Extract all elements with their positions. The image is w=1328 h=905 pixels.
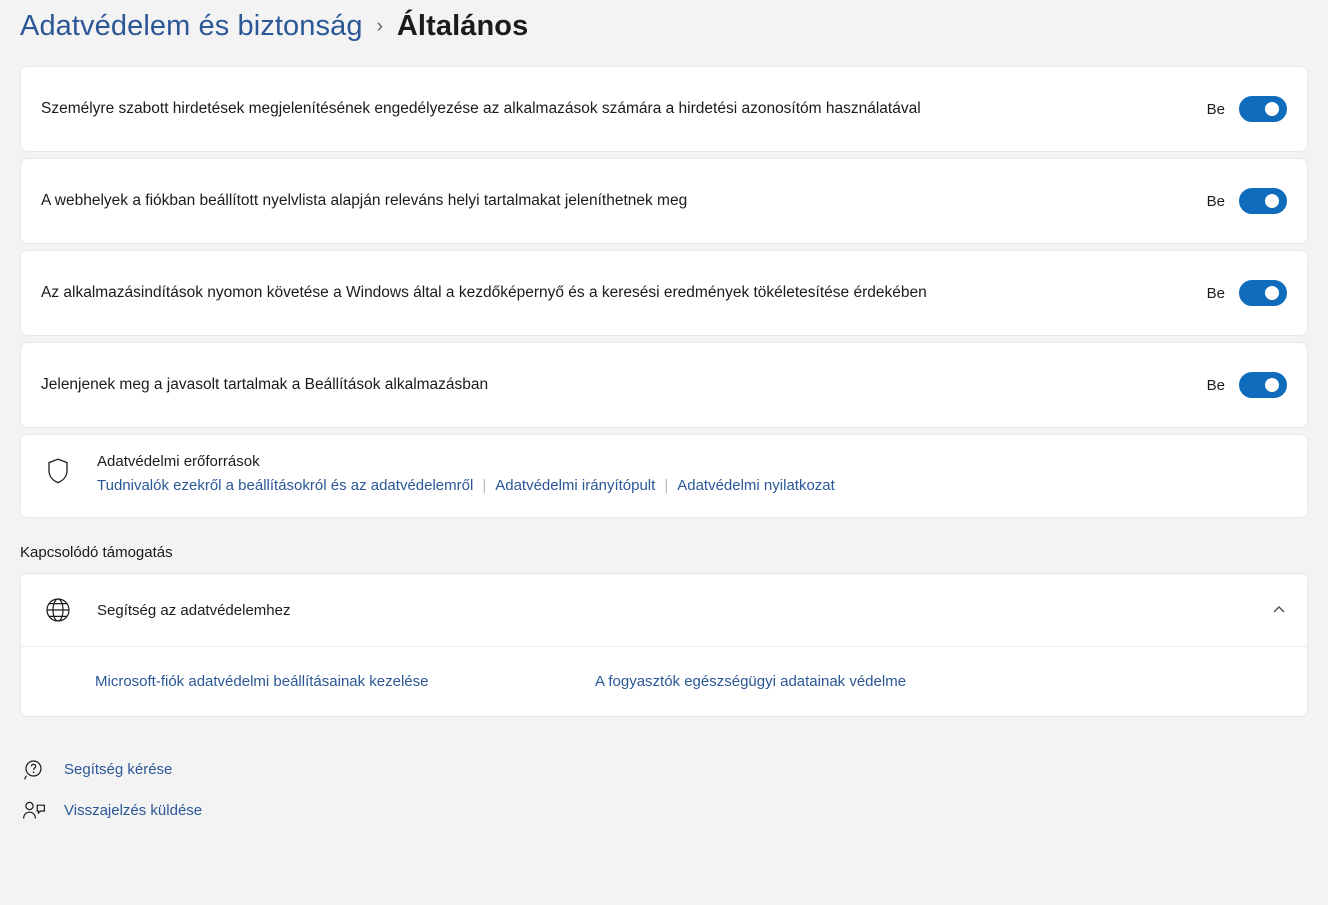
support-expander-title: Segítség az adatvédelemhez <box>97 601 291 619</box>
help-question-icon <box>20 759 48 781</box>
link-privacy-statement[interactable]: Adatvédelmi nyilatkozat <box>677 477 835 494</box>
get-help-label: Segítség kérése <box>64 761 173 778</box>
setting-label: Jelenjenek meg a javasolt tartalmak a Beállítások alkalmazásban <box>41 375 489 393</box>
privacy-resources-card <box>20 434 1308 518</box>
link-privacy-dashboard[interactable]: Adatvédelmi irányítópult <box>495 477 656 494</box>
privacy-resources-title: Adatvédelmi erőforrások <box>97 453 260 470</box>
breadcrumb <box>20 0 1308 66</box>
toggle-group <box>1207 280 1287 306</box>
setting-row-suggested-content <box>20 342 1308 428</box>
chevron-right-icon: › <box>376 16 383 37</box>
toggle-switch-app-launch-tracking[interactable] <box>1239 280 1287 306</box>
link-learn-about-settings[interactable]: Tudnivalók ezekről a beállításokról és az adatvédelemről <box>97 477 474 494</box>
toggle-switch-suggested-content[interactable] <box>1239 372 1287 398</box>
link-consumer-health-data[interactable]: A fogyasztók egészségügyi adatainak védelme <box>595 672 907 690</box>
chevron-up-icon[interactable] <box>1271 602 1287 618</box>
send-feedback-link[interactable] <box>20 790 1308 831</box>
setting-label: Személyre szabott hirdetések megjelenítésének engedélyezése az alkalmazások számára a hirdetési azonosítóm használatával <box>41 99 921 117</box>
privacy-resources-body <box>75 453 835 494</box>
toggle-state-label: Be <box>1206 284 1225 302</box>
support-expander-body <box>21 646 1307 716</box>
send-feedback-label: Visszajelzés küldése <box>64 802 203 819</box>
toggle-group <box>1207 96 1287 122</box>
get-help-link[interactable] <box>20 749 1308 790</box>
feedback-person-icon <box>20 800 48 822</box>
support-link-col-1 <box>95 673 595 691</box>
setting-row-app-launch-tracking <box>20 250 1308 336</box>
toggle-switch-language-list[interactable] <box>1239 188 1287 214</box>
footer-links <box>20 749 1308 831</box>
toggle-switch-personalized-ads[interactable] <box>1239 96 1287 122</box>
related-support-heading: Kapcsolódó támogatás <box>20 544 173 561</box>
support-expander <box>20 573 1308 717</box>
toggle-state-label: Be <box>1206 376 1225 394</box>
toggle-group <box>1207 372 1287 398</box>
toggle-state-label: Be <box>1206 100 1225 118</box>
shield-icon <box>41 453 75 484</box>
setting-row-language-list <box>20 158 1308 244</box>
globe-icon <box>41 596 75 624</box>
setting-row-personalized-ads <box>20 66 1308 152</box>
support-expander-header[interactable] <box>21 574 1307 646</box>
setting-label: Az alkalmazásindítások nyomon követése a Windows által a kezdőképernyő és a keresési eredmények tökéletesítése érdekében <box>41 283 927 301</box>
link-manage-msa-privacy[interactable]: Microsoft-fiók adatvédelmi beállításainak kezelése <box>95 672 429 690</box>
support-link-col-2 <box>595 673 906 691</box>
toggle-state-label: Be <box>1206 192 1225 210</box>
breadcrumb-parent-link[interactable]: Adatvédelem és biztonság <box>20 10 363 42</box>
page-title: Általános <box>396 10 529 42</box>
link-divider: | <box>482 477 487 494</box>
setting-label: A webhelyek a fiókban beállított nyelvlista alapján releváns helyi tartalmakat jeleníthetnek meg <box>41 191 688 209</box>
toggle-group <box>1207 188 1287 214</box>
link-divider: | <box>664 477 669 494</box>
privacy-resources-links <box>97 477 835 494</box>
